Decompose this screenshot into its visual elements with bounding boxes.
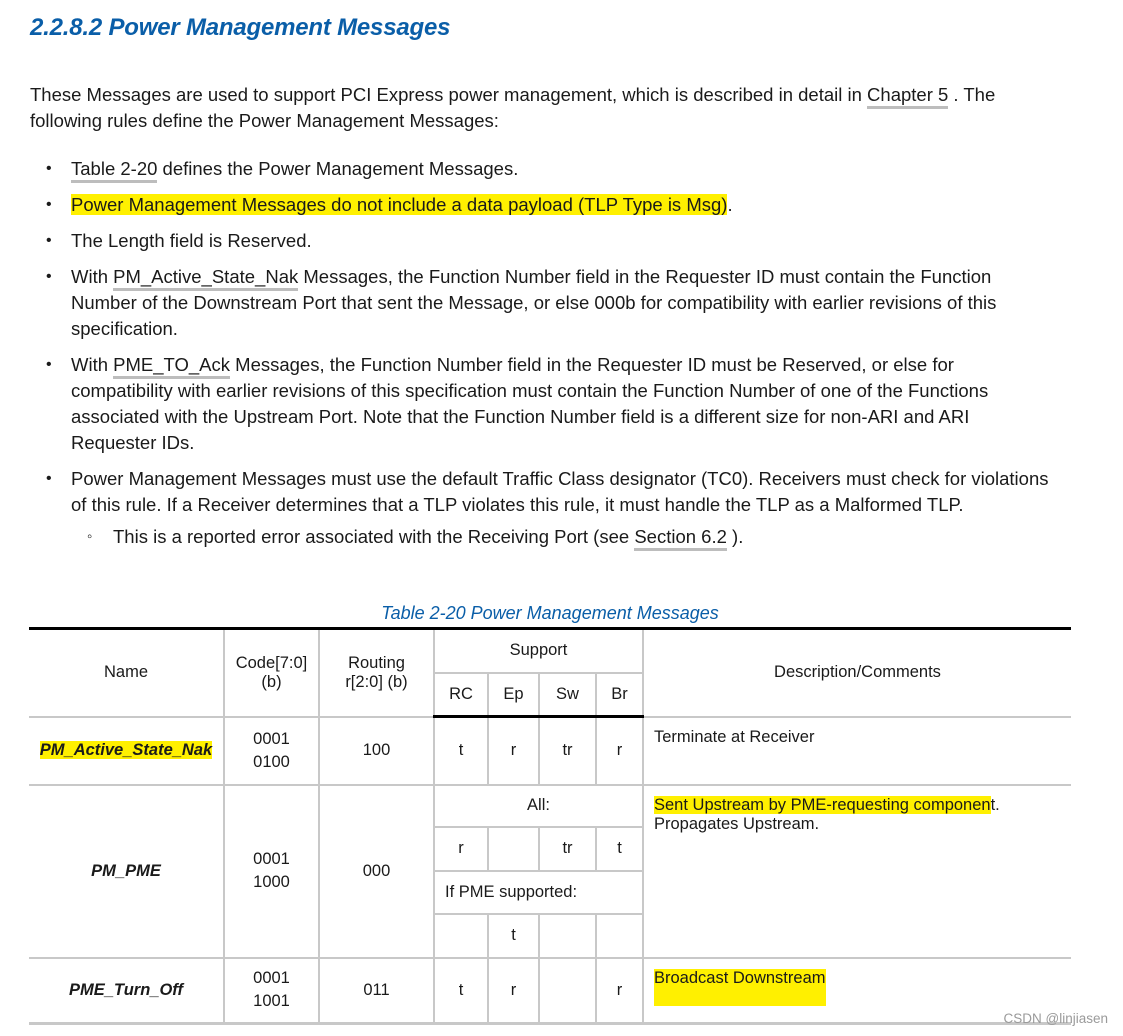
rule-text: Power Management Messages must use the default Traffic Class designator (TC0). Receivers must check for violations of this rule. If a Receiver determines that a TLP violates this rule, it must handle the TLP as a Malformed TLP. bbox=[71, 468, 1049, 515]
sub-rules-list bbox=[71, 524, 1050, 550]
table-2-20-link[interactable]: Table 2-20 bbox=[71, 158, 157, 183]
header-routing-line2: r[2:0] (b) bbox=[345, 672, 408, 691]
support-rc: r bbox=[434, 827, 488, 871]
row-name-cell bbox=[29, 958, 224, 1024]
power-management-messages-table bbox=[29, 627, 1071, 1025]
message-name: PM_Active_State_Nak bbox=[39, 741, 213, 759]
header-rc: RC bbox=[434, 673, 488, 717]
support-rc: t bbox=[434, 958, 488, 1024]
rule-prefix: With bbox=[71, 354, 114, 375]
code-line2: 0100 bbox=[253, 752, 290, 771]
row-routing-cell: 000 bbox=[319, 785, 434, 958]
rule-item bbox=[30, 156, 1050, 182]
row-code-cell bbox=[224, 717, 319, 785]
header-br: Br bbox=[596, 673, 643, 717]
row-code-cell bbox=[224, 958, 319, 1024]
row-description bbox=[643, 785, 1071, 958]
table-row bbox=[29, 785, 1071, 827]
rule-item bbox=[30, 466, 1050, 550]
support-ep: r bbox=[488, 958, 539, 1024]
rule-prefix: With bbox=[71, 266, 114, 287]
header-support: Support bbox=[434, 629, 643, 673]
intro-text: These Messages are used to support PCI Express power management, which is described in detail in bbox=[30, 84, 868, 105]
support-br: t bbox=[596, 827, 643, 871]
support-sw: tr bbox=[539, 717, 596, 785]
row-code-cell bbox=[224, 785, 319, 958]
row-name-cell bbox=[29, 785, 224, 958]
rule-text: . bbox=[727, 194, 733, 215]
description-rest: t. bbox=[990, 795, 1000, 814]
header-routing bbox=[319, 629, 434, 717]
support-sw bbox=[539, 958, 596, 1024]
table-caption: Table 2-20 Power Management Messages bbox=[381, 603, 719, 623]
sub-rule-text: This is a reported error associated with the Receiving Port (see bbox=[113, 526, 635, 547]
row-name-cell bbox=[29, 717, 224, 785]
rules-list bbox=[30, 156, 1050, 560]
code-line1: 0001 bbox=[253, 850, 290, 868]
support-sw bbox=[539, 914, 596, 958]
table-row bbox=[29, 717, 1071, 785]
support-ep bbox=[488, 827, 539, 871]
watermark: CSDN @linjiasen bbox=[1003, 1011, 1108, 1026]
rule-text: Messages, the Function Number field in the Requester ID must be Reserved, or else for compatibility with earlier revisions of this specification must contain the Function Number of one of the Functions associated with the Upstream Port. Note that the Function Number field is a different size for non-ARI and ARI Requester IDs. bbox=[71, 354, 989, 453]
highlighted-text: Power Management Messages do not include a data payload (TLP Type is Msg) bbox=[71, 194, 728, 215]
header-sw: Sw bbox=[539, 673, 596, 717]
support-rc bbox=[434, 914, 488, 958]
header-code bbox=[224, 629, 319, 717]
code-line1: 0001 bbox=[253, 969, 290, 988]
description-highlight: Broadcast Downstream bbox=[654, 969, 826, 1006]
sub-rule-item bbox=[71, 524, 1050, 550]
row-routing-cell: 100 bbox=[319, 717, 434, 785]
code-line1: 0001 bbox=[253, 729, 290, 748]
header-routing-line1: Routing bbox=[348, 653, 405, 672]
message-name: PME_Turn_Off bbox=[69, 980, 183, 999]
row-routing-cell: 011 bbox=[319, 958, 434, 1024]
support-br: r bbox=[596, 958, 643, 1024]
support-ep: r bbox=[488, 717, 539, 785]
intro-paragraph bbox=[30, 82, 1050, 134]
header-code-line1: Code[7:0] bbox=[235, 653, 308, 672]
intro-text-after: . The following rules define the Power Management Messages: bbox=[30, 84, 996, 131]
support-br: r bbox=[596, 717, 643, 785]
row-description: Terminate at Receiver bbox=[643, 717, 1071, 785]
section-heading: 2.2.8.2 Power Management Messages bbox=[30, 14, 451, 41]
description-highlight: Sent Upstream by PME-requesting componen bbox=[654, 795, 991, 814]
code-line2: 1001 bbox=[253, 992, 290, 1011]
section-6-2-link[interactable]: Section 6.2 bbox=[634, 526, 727, 551]
support-if-label: If PME supported: bbox=[434, 871, 643, 914]
chapter-5-link[interactable]: Chapter 5 bbox=[867, 84, 948, 109]
table-row bbox=[29, 958, 1071, 1024]
message-name: PM_PME bbox=[91, 861, 161, 880]
pme-to-ack-link[interactable]: PME_TO_Ack bbox=[113, 354, 230, 379]
rule-text: defines the Power Management Messages. bbox=[157, 158, 519, 179]
rule-item bbox=[30, 264, 1050, 342]
description-line2: Propagates Upstream. bbox=[654, 814, 820, 833]
support-sw: tr bbox=[539, 827, 596, 871]
header-name: Name bbox=[29, 629, 224, 717]
header-ep: Ep bbox=[488, 673, 539, 717]
rule-item bbox=[30, 228, 1050, 254]
rule-item bbox=[30, 192, 1050, 218]
sub-rule-text-after: ). bbox=[726, 526, 744, 547]
support-ep: t bbox=[488, 914, 539, 958]
header-description: Description/Comments bbox=[643, 629, 1071, 717]
support-br bbox=[596, 914, 643, 958]
support-rc: t bbox=[434, 717, 488, 785]
code-line2: 1000 bbox=[253, 873, 290, 891]
rule-text: Messages, the Function Number field in the Requester ID must contain the Function Number of the Downstream Port that sent the Message, or else 000b for compatibility with earlier revisions of this specification. bbox=[71, 266, 997, 339]
support-all-label: All: bbox=[434, 785, 643, 827]
pm-active-state-nak-link[interactable]: PM_Active_State_Nak bbox=[113, 266, 298, 291]
rule-text: The Length field is Reserved. bbox=[71, 230, 312, 251]
rule-item bbox=[30, 352, 1050, 456]
header-code-line2: (b) bbox=[261, 672, 282, 691]
